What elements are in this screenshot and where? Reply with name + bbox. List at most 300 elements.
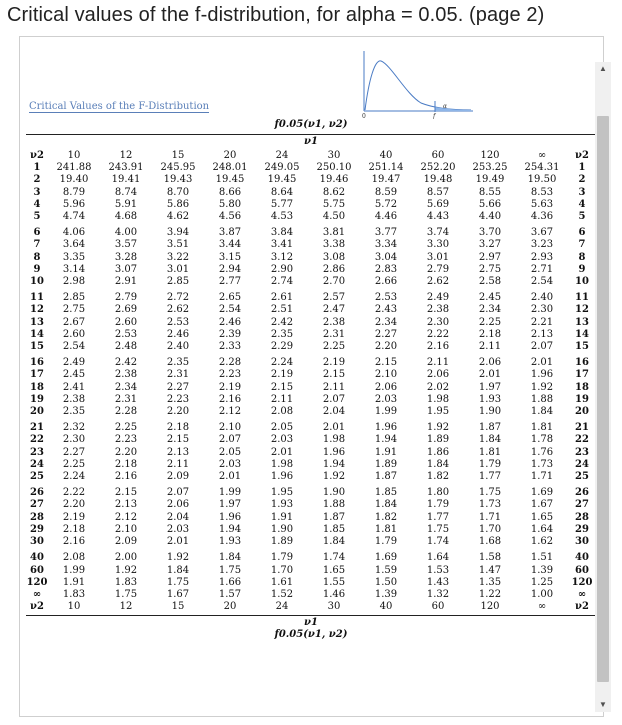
column-header: 30 [327,150,341,161]
table-cell: 1.66 [218,576,242,588]
nu2-header: ν2 [575,150,589,161]
table-cell: 2.47 [322,304,346,316]
table-cell: 2.04 [166,511,190,523]
table-cell: 2.24 [62,471,86,483]
table-row [26,227,596,239]
table-cell: 2.11 [322,381,346,393]
table-cell: 1.59 [374,564,398,576]
table-cell: 2.10 [374,369,398,381]
table-cell: 1.81 [530,422,554,434]
row-label: 15 [30,341,44,353]
table-cell: 4.43 [426,211,450,223]
table-cell: 1.97 [478,381,502,393]
table-cell: 4.68 [114,211,138,223]
table-cell: 2.01 [530,357,554,369]
row-label: 2 [33,174,41,186]
table-cell: 1.80 [426,487,450,499]
table-cell: 3.70 [478,227,502,239]
table-cell: 3.27 [478,239,502,251]
table-row [26,487,596,499]
table-cell: 1.70 [478,523,502,535]
table-cell: 2.25 [62,458,86,470]
table-cell: 2.62 [426,276,450,288]
table-cell: 1.77 [426,511,450,523]
row-label: 22 [30,434,44,446]
row-label: 120 [571,576,593,588]
table-cell: 3.34 [374,239,398,251]
table-cell: 1.98 [426,393,450,405]
table-cell: 1.70 [270,564,294,576]
table-cell: 5.86 [166,198,190,210]
table-cell: 3.41 [270,239,294,251]
table-cell: 2.13 [530,328,554,340]
table-cell: 1.67 [166,588,190,600]
table-cell: 248.01 [212,162,248,174]
table-cell: 2.24 [270,357,294,369]
row-label: 6 [578,227,586,239]
table-cell: 2.03 [218,458,242,470]
column-header: 24 [275,150,289,161]
row-label: 17 [575,369,589,381]
table-cell: 2.60 [62,328,86,340]
scroll-down-icon[interactable]: ▼ [599,700,607,709]
table-cell: 1.81 [374,523,398,535]
table-cell: 3.51 [166,239,190,251]
table-cell: 1.84 [322,536,346,548]
row-label: 16 [30,357,44,369]
table-cell: 1.75 [114,588,138,600]
table-cell: 8.57 [426,186,450,198]
column-header: 15 [171,601,185,613]
table-cell: 2.20 [114,446,138,458]
column-header: 20 [223,150,237,161]
table-cell: 2.02 [426,381,450,393]
table-cell: 19.47 [371,174,401,186]
table-cell: 2.11 [270,393,294,405]
row-label: 13 [30,316,44,328]
table-row [26,434,596,446]
table-cell: 2.91 [114,276,138,288]
f-label: f [433,113,436,119]
table-cell: 1.94 [218,523,242,535]
column-header: ∞ [537,601,547,613]
table-cell: 1.71 [530,471,554,483]
row-label: 30 [575,536,589,548]
table-cell: 2.41 [62,381,86,393]
table-cell: 2.38 [426,304,450,316]
table-cell: 2.38 [62,393,86,405]
table-cell: 19.45 [267,174,297,186]
table-row [26,422,596,434]
table-cell: 254.31 [524,162,560,174]
table-cell: 1.43 [426,576,450,588]
column-header: 40 [379,601,393,613]
table-cell: 8.64 [270,186,294,198]
table-row [26,187,596,199]
column-header: 60 [431,150,445,161]
table-cell: 2.13 [114,499,138,511]
table-cell: 8.70 [166,186,190,198]
table-cell: 1.75 [426,523,450,535]
table-cell: 2.15 [270,381,294,393]
table-cell: 1.64 [426,552,450,564]
table-cell: 8.79 [62,186,86,198]
table-cell: 4.00 [114,227,138,239]
row-label: 7 [33,239,41,251]
table-cell: 2.07 [322,393,346,405]
table-cell: 2.09 [114,536,138,548]
table-cell: 1.93 [218,536,242,548]
table-cell: 2.51 [270,304,294,316]
table-cell: 3.64 [62,239,86,251]
row-label: 10 [575,276,589,288]
table-cell: 2.35 [62,406,86,418]
table-row [26,341,596,353]
table-cell: 1.50 [374,576,398,588]
scrollbar-thumb[interactable] [597,116,609,682]
table-cell: 2.86 [322,263,346,275]
table-cell: 2.49 [62,357,86,369]
table-cell: 2.79 [426,263,450,275]
table-cell: 2.15 [322,369,346,381]
row-label: 19 [30,393,44,405]
table-row [26,162,596,174]
table-cell: 1.53 [426,564,450,576]
row-label: 24 [30,458,44,470]
table-row [26,174,596,186]
table-cell: 2.19 [270,369,294,381]
table-cell: 1.98 [322,434,346,446]
scroll-up-icon[interactable]: ▲ [599,64,607,73]
table-cell: 2.42 [114,357,138,369]
table-cell: 2.35 [166,357,190,369]
table-cell: 1.88 [530,393,554,405]
table-row [26,357,596,369]
row-label: 1 [578,162,586,174]
row-label: 24 [575,458,589,470]
table-cell: 2.11 [478,341,502,353]
table-cell: 2.19 [218,381,242,393]
table-cell: 2.01 [166,536,190,548]
table-cell: 1.57 [218,588,242,600]
table-cell: 2.45 [478,292,502,304]
table-cell: 2.16 [114,471,138,483]
table-cell: 8.55 [478,186,502,198]
table-cell: 8.74 [114,186,138,198]
table-cell: 251.14 [368,162,404,174]
table-cell: 3.67 [530,227,554,239]
row-label: 22 [575,434,589,446]
column-header: ∞ [537,150,547,161]
doc-heading: Critical Values of the F-Distribution [29,101,210,112]
table-cell: 1.96 [218,511,242,523]
row-label: 5 [578,211,586,223]
table-cell: 1.91 [374,446,398,458]
table-cell: 1.95 [426,406,450,418]
table-cell: 19.43 [163,174,193,186]
table-cell: 2.05 [218,446,242,458]
table-cell: 2.54 [218,304,242,316]
row-label: 120 [26,576,48,588]
table-cell: 2.06 [166,499,190,511]
row-label: 23 [575,446,589,458]
table-cell: 1.88 [322,499,346,511]
table-cell: 3.15 [218,251,242,263]
table-cell: 2.65 [218,292,242,304]
table-cell: 2.85 [62,292,86,304]
table-cell: 1.89 [426,434,450,446]
table-cell: 2.10 [218,422,242,434]
table-cell: 2.04 [322,406,346,418]
table-cell: 1.22 [478,588,502,600]
table-cell: 1.96 [270,471,294,483]
table-cell: 1.77 [478,471,502,483]
table-cell: 3.57 [114,239,138,251]
row-label: 3 [578,186,586,198]
table-cell: 2.45 [62,369,86,381]
table-cell: 2.16 [218,393,242,405]
alpha-label: α [443,103,448,110]
table-cell: 2.42 [270,316,294,328]
row-label: 17 [30,369,44,381]
table-cell: 2.61 [270,292,294,304]
table-cell: 2.23 [166,393,190,405]
table-cell: 1.86 [426,446,450,458]
table-cell: 2.38 [114,369,138,381]
table-cell: 2.97 [478,251,502,263]
table-cell: 1.79 [270,552,294,564]
table-cell: 2.20 [166,406,190,418]
table-cell: 2.01 [270,446,294,458]
column-header-row-bottom [26,601,596,613]
table-cell: 245.95 [160,162,196,174]
table-cell: 1.97 [218,499,242,511]
table-cell: 1.94 [374,434,398,446]
table-cell: 2.25 [114,422,138,434]
table-cell: 19.41 [111,174,141,186]
table-cell: 1.74 [426,536,450,548]
table-cell: 2.31 [166,369,190,381]
table-cell: 5.91 [114,198,138,210]
table-cell: 2.23 [218,369,242,381]
table-cell: 1.62 [530,536,554,548]
table-cell: 1.75 [478,487,502,499]
table-cell: 19.45 [215,174,245,186]
table-cell: 1.69 [530,487,554,499]
table-cell: 5.96 [62,198,86,210]
row-label: 28 [575,511,589,523]
table-cell: 1.85 [374,487,398,499]
row-label: 15 [575,341,589,353]
row-label: 60 [575,564,589,576]
row-label: 21 [575,422,589,434]
nu2-header: ν2 [30,601,44,613]
row-label: 4 [33,198,41,210]
table-cell: 3.38 [322,239,346,251]
table-cell: 1.78 [530,434,554,446]
table-cell: 1.39 [530,564,554,576]
table-cell: 2.08 [62,552,86,564]
table-cell: 2.85 [166,276,190,288]
table-cell: 5.80 [218,198,242,210]
row-label: 10 [30,276,44,288]
table-cell: 2.06 [478,357,502,369]
zero-label: 0 [362,113,366,119]
table-cell: 1.84 [426,458,450,470]
table-cell: 1.90 [322,487,346,499]
f-distribution-figure [361,49,476,119]
table-cell: 1.99 [218,487,242,499]
table-cell: 3.07 [114,263,138,275]
table-cell: 1.87 [374,471,398,483]
table-cell: 1.91 [62,576,86,588]
table-cell: 3.77 [374,227,398,239]
table-cell: 243.91 [108,162,144,174]
document-frame [19,36,604,717]
table-cell: 1.93 [478,393,502,405]
table-cell: 1.69 [374,552,398,564]
table-cell: 2.34 [478,304,502,316]
table-cell: 241.88 [56,162,92,174]
table-cell: 1.92 [166,552,190,564]
row-label: 20 [575,406,589,418]
table-cell: 2.75 [478,263,502,275]
column-header: 15 [171,150,185,161]
table-cell: 1.87 [478,422,502,434]
table-cell: 1.99 [62,564,86,576]
row-label: 18 [30,381,44,393]
table-cell: 2.05 [270,422,294,434]
table-cell: 1.84 [530,406,554,418]
table-cell: 1.68 [478,536,502,548]
row-label: 29 [575,523,589,535]
table-cell: 250.10 [316,162,352,174]
table-cell: 1.39 [374,588,398,600]
table-cell: 1.32 [426,588,450,600]
table-row [26,512,596,524]
table-cell: 2.11 [166,458,190,470]
table-cell: 2.30 [530,304,554,316]
table-cell: 4.74 [62,211,86,223]
table-cell: 2.40 [530,292,554,304]
table-cell: 2.22 [62,487,86,499]
table-cell: 2.35 [270,328,294,340]
table-cell: 2.94 [218,263,242,275]
table-cell: 2.03 [270,434,294,446]
table-cell: 3.04 [374,251,398,263]
table-row [26,459,596,471]
table-cell: 2.12 [218,406,242,418]
table-cell: 1.51 [530,552,554,564]
table-cell: 1.58 [478,552,502,564]
table-cell: 4.62 [166,211,190,223]
table-cell: 19.50 [527,174,557,186]
column-header-row [26,150,596,162]
table-top-label: f0.05(ν1, ν2) [274,119,348,130]
table-cell: 1.61 [270,576,294,588]
table-cell: 2.11 [426,357,450,369]
table-cell: 3.01 [426,251,450,263]
nu1-label-top: ν1 [304,136,318,147]
column-header: 24 [275,601,289,613]
table-cell: 2.54 [62,341,86,353]
row-label: 26 [575,487,589,499]
table-cell: 1.65 [530,511,554,523]
table-cell: 1.99 [374,406,398,418]
column-header: 30 [327,601,341,613]
table-cell: 1.93 [270,499,294,511]
table-row [26,292,596,304]
table-cell: 1.92 [114,564,138,576]
table-cell: 5.63 [530,198,554,210]
table-cell: 2.27 [62,446,86,458]
table-cell: 2.07 [166,487,190,499]
table-cell: 2.69 [114,304,138,316]
table-cell: 5.72 [374,198,398,210]
table-cell: 2.53 [166,316,190,328]
table-cell: 1.76 [530,446,554,458]
row-label: ∞ [577,588,587,600]
table-cell: 2.06 [374,381,398,393]
table-cell: 1.90 [270,523,294,535]
table-cell: 2.31 [114,393,138,405]
table-cell: 4.53 [270,211,294,223]
table-cell: 1.74 [322,552,346,564]
table-cell: 1.79 [426,499,450,511]
table-cell: 2.72 [166,292,190,304]
table-cell: 2.20 [374,341,398,353]
table-cell: 1.84 [166,564,190,576]
table-row [26,589,596,601]
table-cell: 1.75 [166,576,190,588]
table-cell: 4.40 [478,211,502,223]
table-cell: 19.40 [59,174,89,186]
table-cell: 2.08 [270,406,294,418]
table-cell: 5.66 [478,198,502,210]
table-cell: 2.30 [62,434,86,446]
table-row [26,276,596,288]
table-cell: 4.50 [322,211,346,223]
table-cell: 2.70 [322,276,346,288]
column-header: 20 [223,601,237,613]
table-cell: 2.27 [166,381,190,393]
table-cell: 2.29 [270,341,294,353]
table-cell: 2.30 [426,316,450,328]
table-cell: 2.10 [114,523,138,535]
table-cell: 2.09 [166,471,190,483]
rule-top [26,134,596,135]
table-cell: 2.01 [322,422,346,434]
row-label: 16 [575,357,589,369]
row-label: 23 [30,446,44,458]
row-label: 9 [33,263,41,275]
row-label: 60 [30,564,44,576]
table-cell: 1.89 [270,536,294,548]
row-label: 5 [33,211,41,223]
row-label: ∞ [32,588,42,600]
row-label: 9 [578,263,586,275]
table-row [26,199,596,211]
table-cell: 2.60 [114,316,138,328]
table-row [26,317,596,329]
row-label: 29 [30,523,44,535]
table-cell: 2.27 [374,328,398,340]
table-cell: 1.82 [374,511,398,523]
table-cell: 3.74 [426,227,450,239]
table-cell: 2.79 [114,292,138,304]
table-cell: 1.35 [478,576,502,588]
table-cell: 1.96 [374,422,398,434]
